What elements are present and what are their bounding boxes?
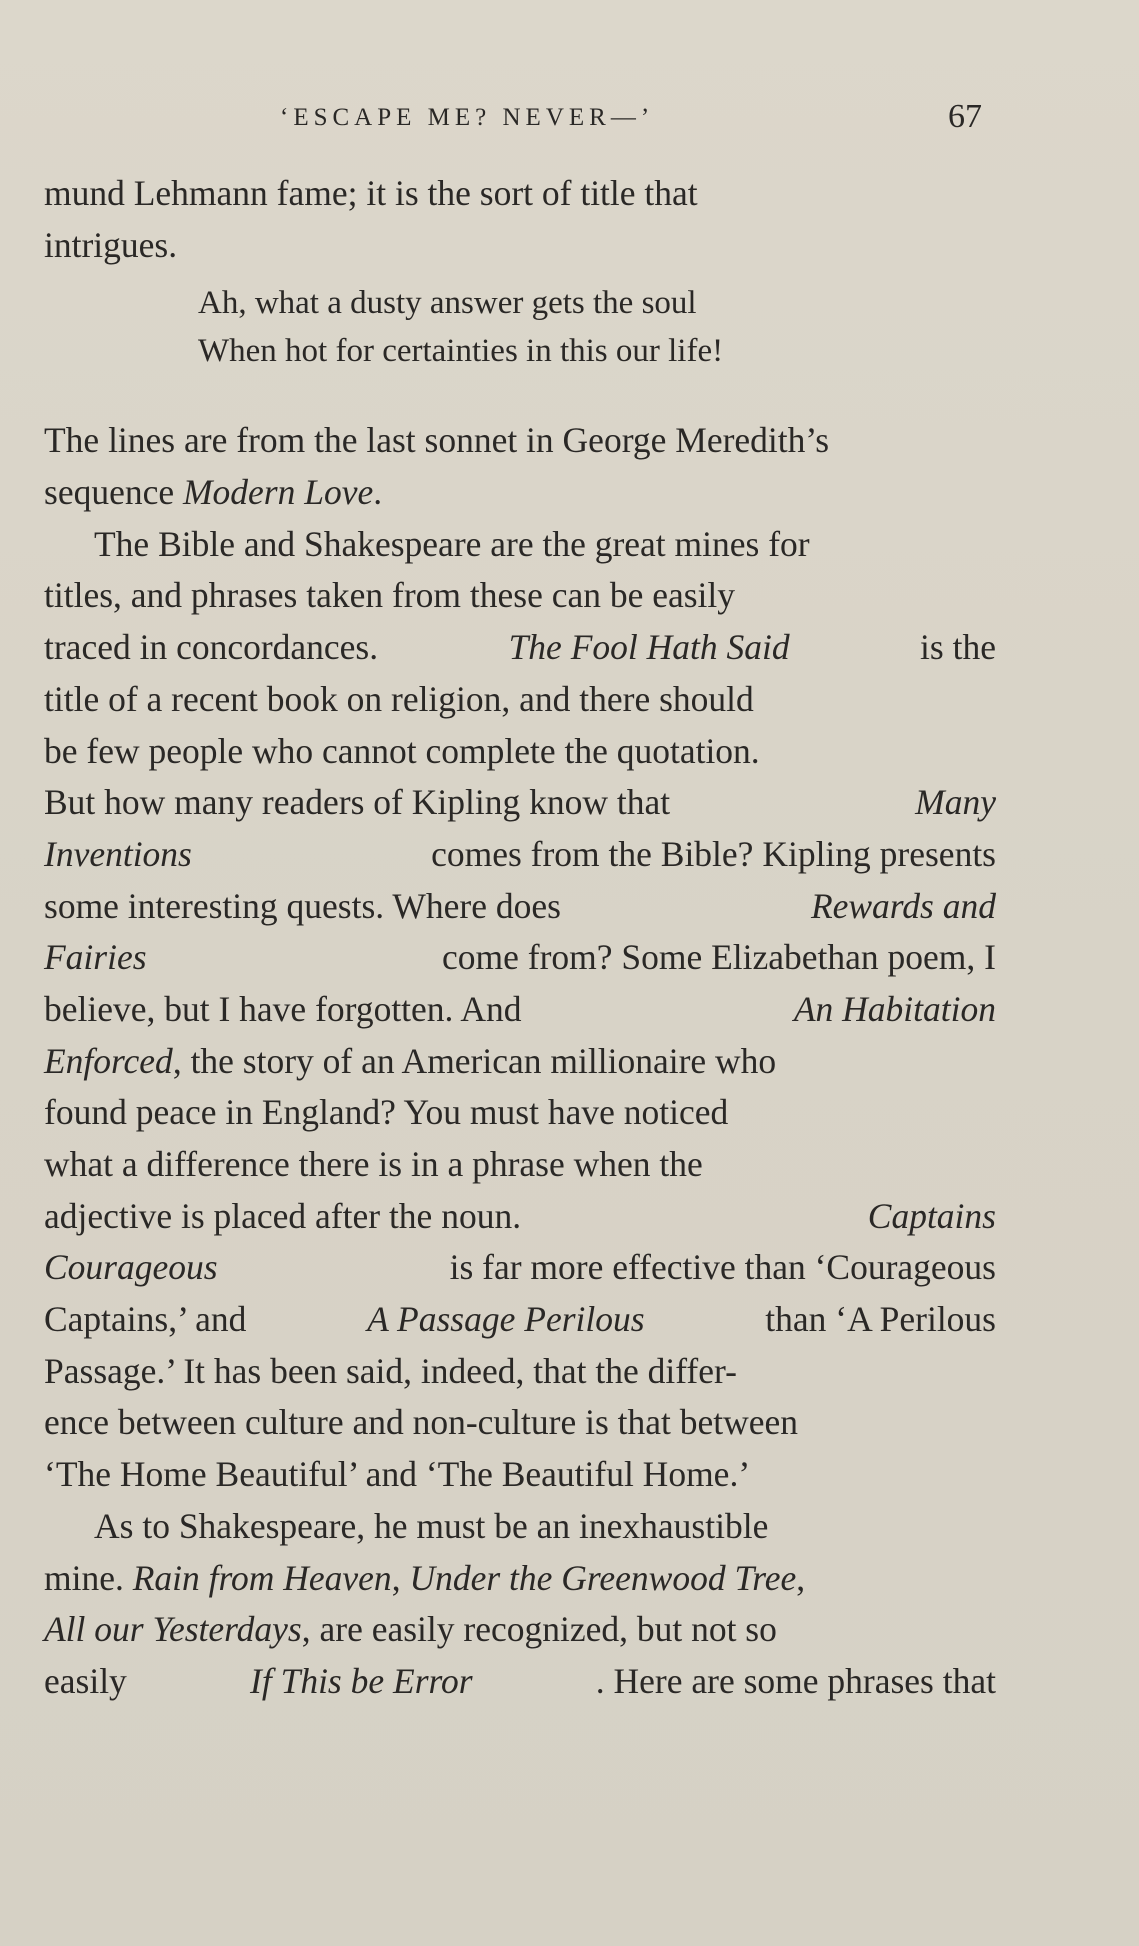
- italic-title: Many: [915, 782, 996, 823]
- text-span: intrigues.: [44, 224, 178, 265]
- text-span: mine.: [44, 1557, 124, 1598]
- italic-title: Inventions: [44, 833, 192, 874]
- text-span: ence between culture and non-culture is that between: [44, 1402, 799, 1443]
- text-span: The lines are from the last sonnet in George Meredith’s: [44, 420, 830, 461]
- text-line: [44, 1036, 996, 1088]
- text-span: found peace in England? You must have noticed: [44, 1092, 729, 1133]
- text-line: [44, 519, 996, 571]
- running-title: ‘ESCAPE ME? NEVER—’: [280, 104, 655, 131]
- text-line: [44, 777, 996, 829]
- italic-title: All our Yesterdays: [44, 1609, 302, 1650]
- italic-title: Enforced: [44, 1040, 173, 1081]
- text-line: [44, 1191, 996, 1243]
- text-span: ,: [391, 1557, 401, 1598]
- text-line: [44, 1656, 996, 1708]
- text-span: ‘The Home Beautiful’ and ‘The Beautiful Home.’: [44, 1454, 751, 1495]
- text-span: is the: [920, 627, 996, 668]
- text-line: [44, 1553, 996, 1605]
- text-span: , are easily recognized, but not so: [301, 1609, 777, 1650]
- text-line: [44, 1242, 996, 1294]
- text-line: [44, 1501, 996, 1553]
- text-span: traced in concordances.: [44, 627, 379, 668]
- text-line: [44, 570, 996, 622]
- italic-title: An Habitation: [793, 988, 996, 1029]
- verse-line: When hot for certainties in this our life!: [198, 333, 724, 370]
- italic-title: Modern Love: [182, 472, 374, 513]
- text-span: ,: [796, 1557, 806, 1598]
- text-line: [44, 932, 996, 984]
- text-span: titles, and phrases taken from these can be easily: [44, 575, 736, 616]
- page-number: 67: [948, 98, 982, 135]
- text-line: [44, 467, 996, 519]
- italic-title: Rain from Heaven: [132, 1557, 392, 1598]
- text-span: But how many readers of Kipling know that: [44, 782, 671, 823]
- text-span: be few people who cannot complete the quotation.: [44, 730, 760, 771]
- text-span: As to Shakespeare, he must be an inexhaustible: [94, 1505, 769, 1546]
- italic-title: A Passage Perilous: [367, 1299, 645, 1340]
- text-line: [44, 622, 996, 674]
- italic-title: Rewards and: [810, 885, 996, 926]
- text-span: what a difference there is in a phrase when the: [44, 1144, 703, 1184]
- verse-quotation: [44, 279, 996, 375]
- italic-title: Fairies: [44, 937, 147, 978]
- text-line: [44, 1139, 996, 1191]
- text-span: easily: [44, 1660, 127, 1701]
- italic-title: If This be Error: [250, 1660, 473, 1701]
- italic-title: The Fool Hath Said: [508, 627, 790, 668]
- text-line: [44, 1087, 996, 1139]
- text-span: sequence: [44, 472, 183, 513]
- text-line: [44, 1294, 996, 1346]
- text-span: , the story of an American millionaire who: [172, 1040, 777, 1081]
- text-span: is far more effective than ‘Courageous: [449, 1247, 996, 1288]
- text-line: [44, 220, 996, 272]
- italic-title: Under the Greenwood Tree: [409, 1557, 797, 1598]
- text-span: believe, but I have forgotten. And: [44, 988, 522, 1029]
- page-body: [44, 168, 996, 1708]
- text-span: Captains,’ and: [44, 1299, 247, 1340]
- text-line: [44, 1397, 996, 1449]
- text-span: come from? Some Elizabethan poem, I: [442, 937, 996, 978]
- text-line: [44, 829, 996, 881]
- text-line: [44, 415, 996, 467]
- italic-title: Captains: [867, 1195, 996, 1236]
- running-head: [0, 98, 1139, 148]
- text-span: adjective is placed after the noun.: [44, 1195, 522, 1236]
- text-span: Passage.’ It has been said, indeed, that the differ-: [44, 1350, 737, 1391]
- text-line: [44, 168, 996, 220]
- text-line: [44, 1449, 996, 1501]
- text-span: .: [373, 472, 383, 513]
- verse-line: Ah, what a dusty answer gets the soul: [198, 285, 697, 322]
- text-line: [44, 984, 996, 1036]
- text-span: . Here are some phrases that: [595, 1660, 996, 1701]
- text-span: than ‘A Perilous: [765, 1299, 996, 1340]
- text-span: mund Lehmann fame; it is the sort of title that: [44, 173, 698, 213]
- text-span: title of a recent book on religion, and there should: [44, 678, 754, 719]
- text-line: [44, 881, 996, 933]
- text-span: comes from the Bible? Kipling presents: [431, 833, 996, 874]
- italic-title: Courageous: [44, 1247, 218, 1288]
- text-line: [44, 674, 996, 726]
- text-span: The Bible and Shakespeare are the great mines for: [94, 523, 810, 564]
- text-line: [44, 1604, 996, 1656]
- text-line: [44, 726, 996, 778]
- text-span: some interesting quests. Where does: [44, 885, 561, 926]
- text-line: [44, 1346, 996, 1398]
